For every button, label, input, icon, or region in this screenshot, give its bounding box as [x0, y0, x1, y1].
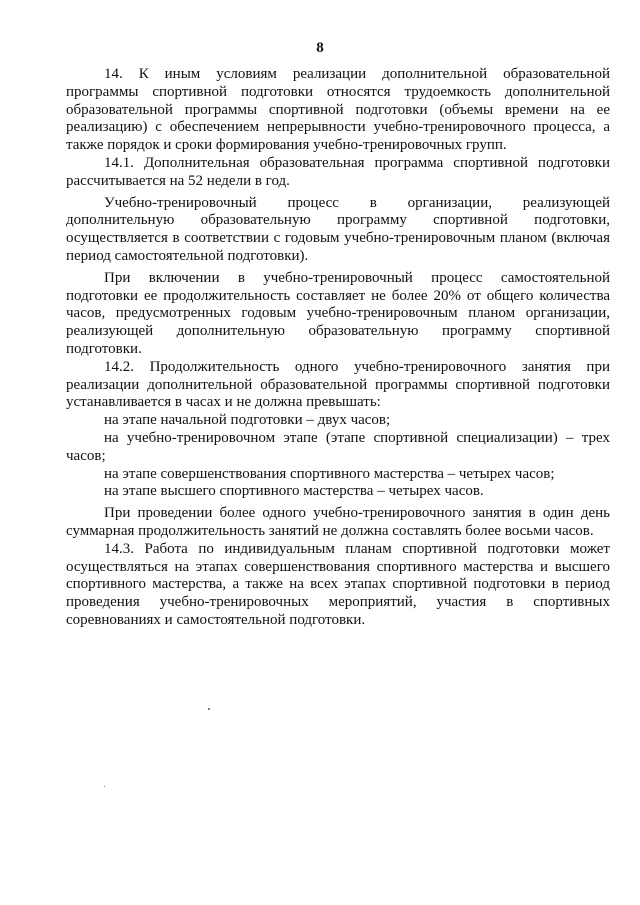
- paragraph-14-2: 14.2. Продолжительность одного учебно-тренировочного занятия при реализации дополнительной образовательной программы спортивной подготовки устанавливается в часах и не должна превышать:: [66, 358, 610, 411]
- list-item-initial-stage: на этапе начальной подготовки – двух часов;: [104, 412, 391, 429]
- list-item-training-stage: на учебно-тренировочном этапе (этапе спортивной специализации) – трех часов;: [66, 429, 610, 464]
- paragraph-daily-limit: При проведении более одного учебно-тренировочного занятия в один день суммарная продолжительность занятий не должна составлять более восьми часов.: [66, 505, 610, 539]
- paragraph-14-1: 14.1. Дополнительная образовательная программа спортивной подготовки рассчитывается на 52 недели в год.: [66, 154, 610, 189]
- paragraph-14-3: 14.3. Работа по индивидуальным планам спортивной подготовки может осуществляться на этапах совершенствования спортивного мастерства и высшего спортивного мастерства, а также на всех этапах спортивной подготовки в период проведения учебно-тренировочных мероприятий, участия в спортивных соревнованиях и самостоятельной подготовки.: [66, 540, 610, 628]
- paragraph-14: 14. К иным условиям реализации дополнительной образовательной программы спортивной подготовки относятся трудоемкость дополнительной образовательной программы спортивной подготовки (объемы времени на ее реализацию) с обеспечением непрерывности учебно-тренировочного процесса, а также порядок и сроки формирования учебно-тренировочных групп.: [66, 66, 610, 154]
- document-body: [66, 66, 610, 630]
- list-item-higher-mastery-stage: на этапе высшего спортивного мастерства – четырех часов.: [104, 483, 484, 500]
- scan-speck: [208, 708, 210, 710]
- page-number: 8: [316, 40, 324, 56]
- paragraph-self-training: При включении в учебно-тренировочный процесс самостоятельной подготовки ее продолжительность составляет не более 20% от общего количества часов, предусмотренных годовым учебно-тренировочным планом организации, реализующей дополнительную образовательную программу спортивной подготовки.: [66, 269, 610, 357]
- scan-speck: [104, 786, 105, 787]
- list-item-improvement-stage: на этапе совершенствования спортивного мастерства – четырех часов;: [104, 465, 555, 482]
- paragraph-training-process: Учебно-тренировочный процесс в организации, реализующей дополнительную образовательную программу спортивной подготовки, осуществляется в соответствии с годовым учебно-тренировочным планом (включая период самостоятельной подготовки).: [66, 194, 610, 264]
